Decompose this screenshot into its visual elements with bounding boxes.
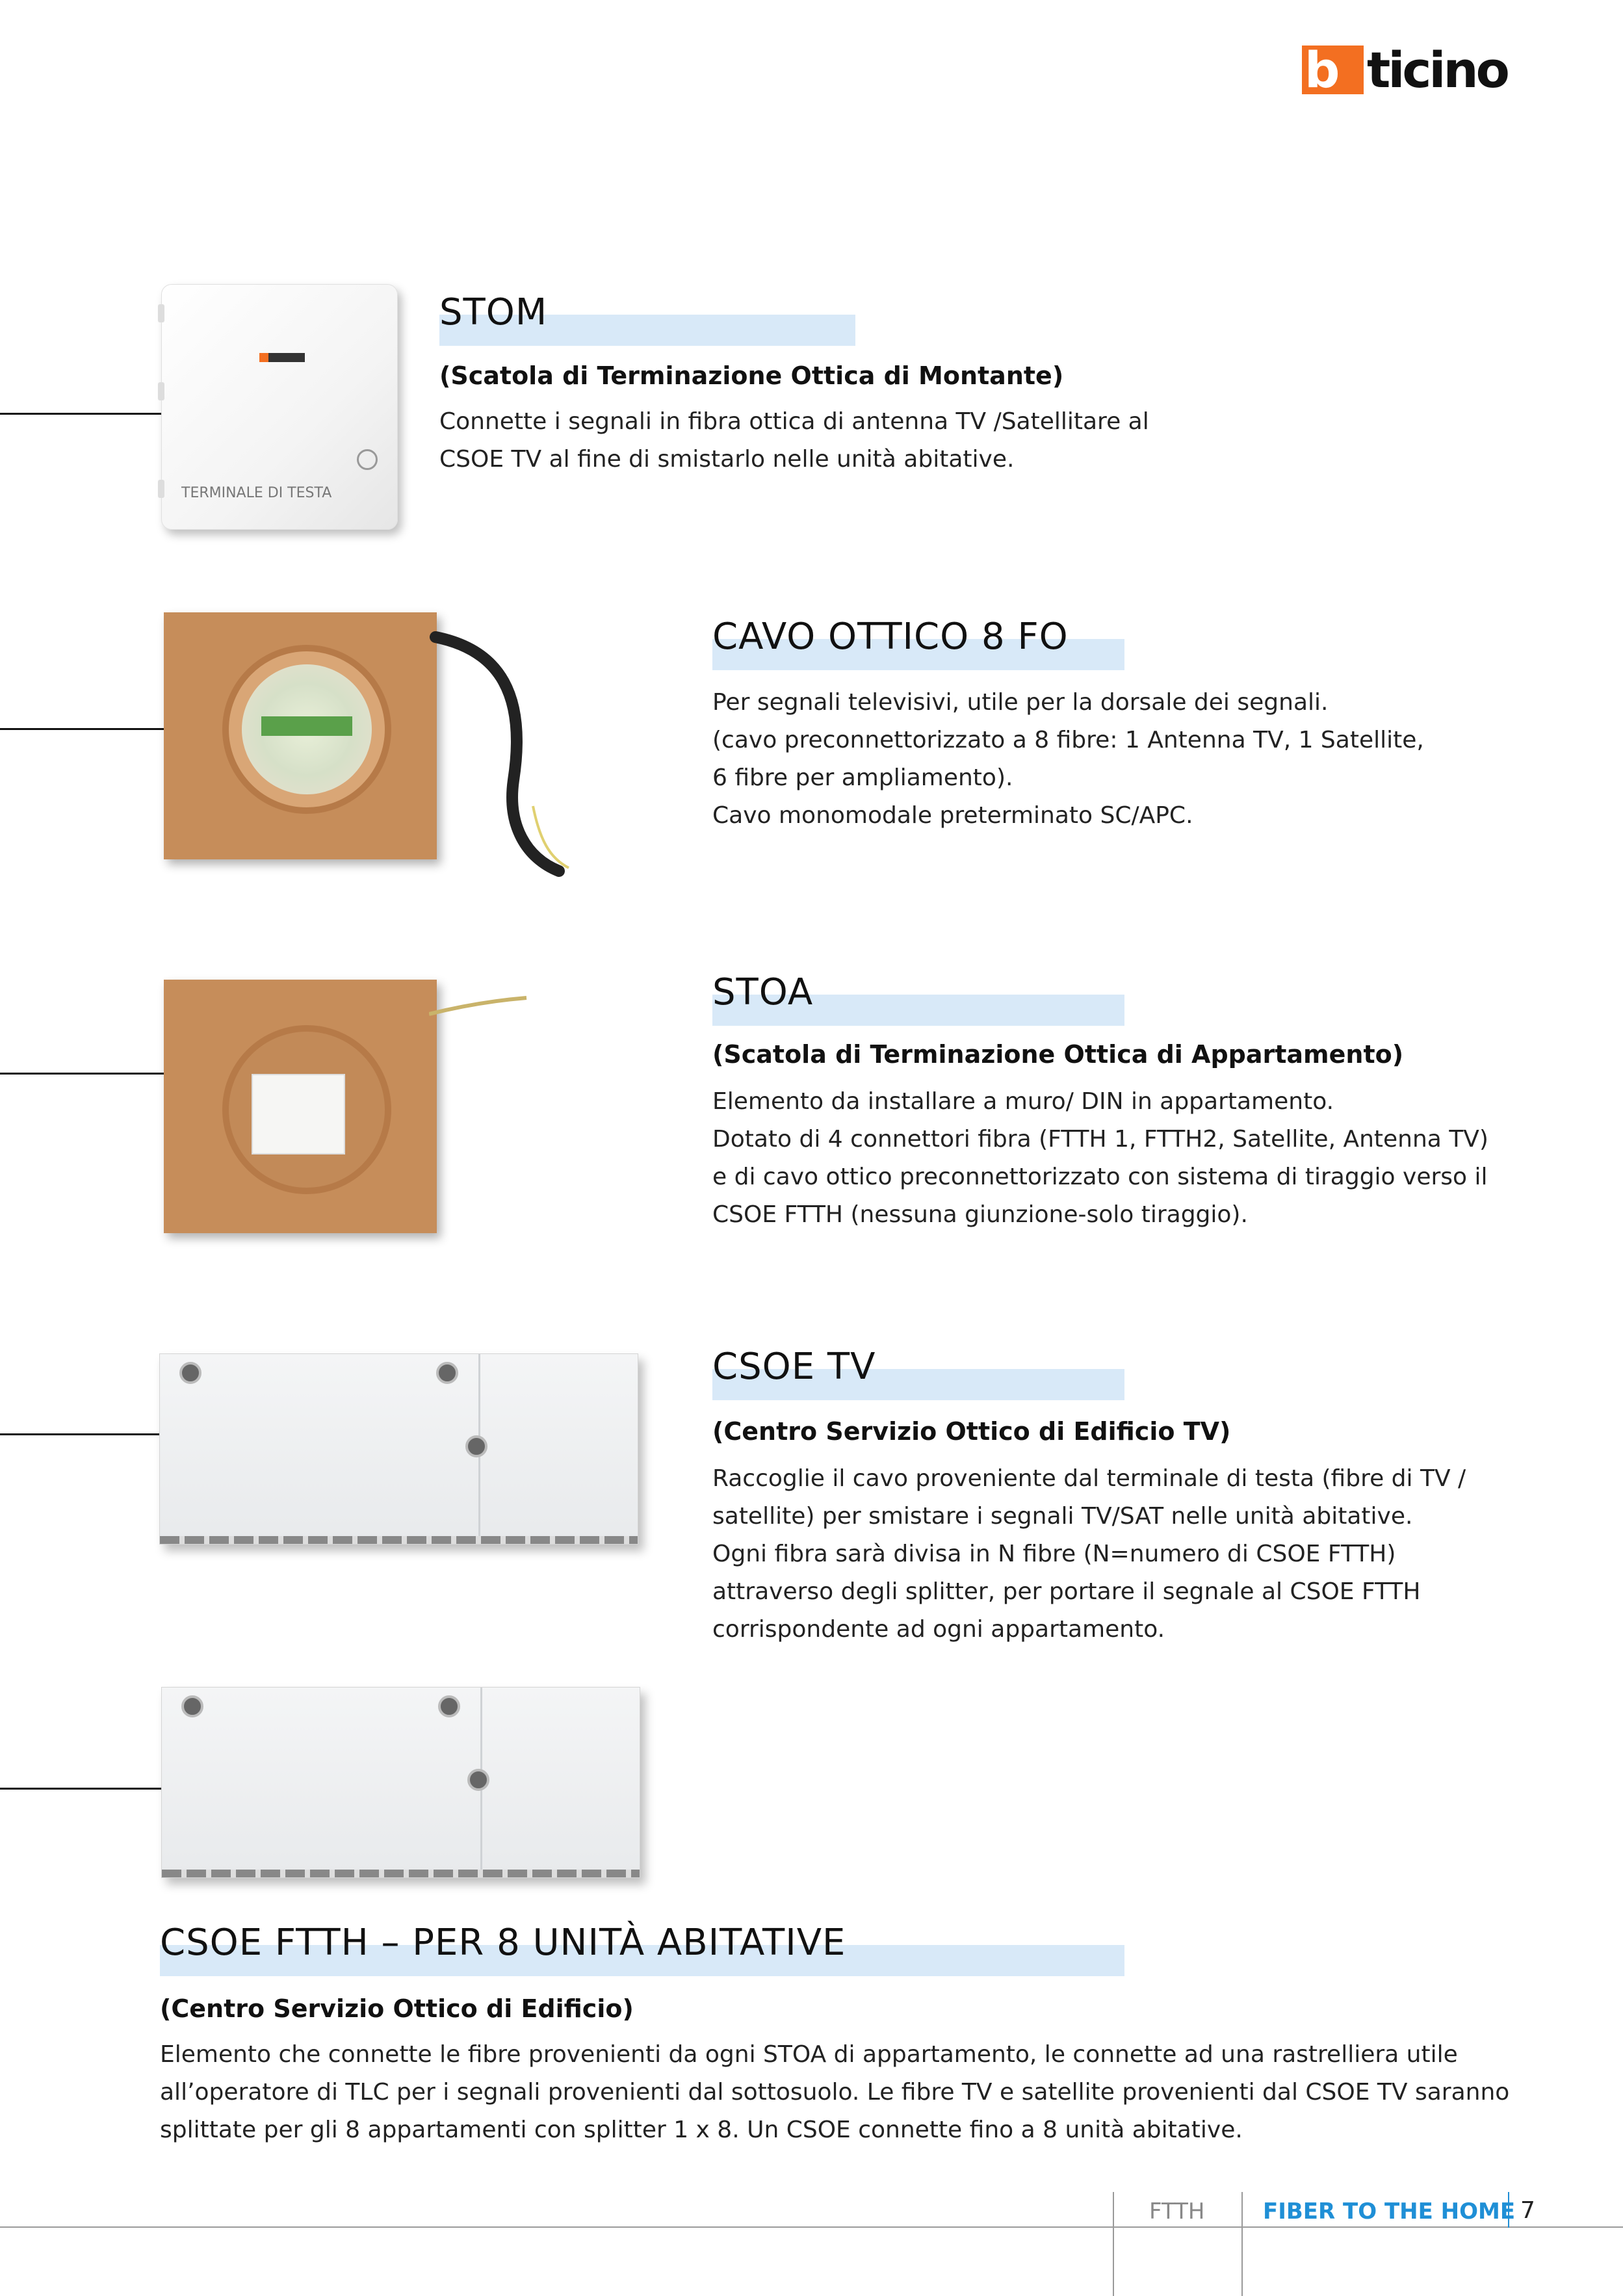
subtitle-stoa: (Scatola di Terminazione Ottica di Appartamento)	[712, 1040, 1404, 1069]
leader-line-stom	[0, 413, 168, 415]
text-line: CSOE FTTH (nessuna giunzione-solo tiraggio).	[712, 1201, 1248, 1228]
description-cavo	[712, 684, 1424, 835]
text-line: attraverso degli splitter, per portare il segnale al CSOE FTTH	[712, 1578, 1421, 1605]
text-line: Connette i segnali in fibra ottica di antenna TV /Satellitare al	[439, 408, 1149, 435]
text-line: Ogni fibra sarà divisa in N fibre (N=numero di CSOE FTTH)	[712, 1541, 1396, 1567]
text-line: all’operatore di TLC per i segnali provenienti dal sottosuolo. Le fibre TV e satellite provenienti dal CSOE TV saranno	[160, 2079, 1510, 2106]
csoe-ftth-product-image	[161, 1687, 640, 1878]
cavo-ottico-product-image	[164, 612, 437, 859]
stoa-product-image	[164, 980, 437, 1233]
stom-lock-icon	[357, 449, 378, 470]
footer-divider	[1113, 2192, 1114, 2296]
text-line: CSOE TV al fine di smistarlo nelle unità abitative.	[439, 446, 1015, 473]
page-number: 7	[1520, 2197, 1535, 2224]
stom-product-image	[161, 284, 398, 530]
text-line: Raccoglie il cavo proveniente dal terminale di testa (fibre di TV /	[712, 1465, 1466, 1492]
description-stom	[439, 403, 1149, 478]
description-stoa	[712, 1083, 1488, 1234]
text-line: Cavo monomodale preterminato SC/APC.	[712, 802, 1193, 829]
text-line: splittate per gli 8 appartamenti con splitter 1 x 8. Un CSOE connette fino a 8 unità abitative.	[160, 2117, 1243, 2143]
leader-line-cavo	[0, 728, 164, 730]
text-line: Per segnali televisivi, utile per la dorsale dei segnali.	[712, 689, 1329, 716]
stom-mini-logo	[259, 353, 305, 362]
footer-divider	[1241, 2192, 1243, 2296]
text-line: Elemento che connette le fibre provenienti da ogni STOA di appartamento, le connette ad una rastrelliera utile	[160, 2041, 1458, 2068]
leader-line-stoa	[0, 1073, 164, 1075]
heading-csoe-ftth: CSOE FTTH – PER 8 UNITÀ ABITATIVE	[160, 1922, 846, 1964]
csoe-tv-product-image	[159, 1353, 638, 1545]
stom-image-label: TERMINALE DI TESTA	[181, 485, 332, 501]
text-line: 6 fibre per ampliamento).	[712, 764, 1013, 791]
description-csoe-tv	[712, 1460, 1466, 1649]
description-csoe-ftth	[160, 2036, 1509, 2149]
bticino-logo	[1302, 41, 1510, 99]
subtitle-stom: (Scatola di Terminazione Ottica di Montante)	[439, 361, 1064, 390]
heading-stoa: STOA	[712, 971, 814, 1013]
text-line: corrispondente ad ogni appartamento.	[712, 1616, 1165, 1643]
text-line: Dotato di 4 connettori fibra (FTTH 1, FTTH2, Satellite, Antenna TV)	[712, 1126, 1488, 1153]
cavo-ottico-cable	[429, 611, 578, 884]
stoa-cable	[429, 982, 533, 1021]
subtitle-csoe-ftth: (Centro Servizio Ottico di Edificio)	[160, 1994, 634, 2023]
leader-line-csoe-ftth	[0, 1788, 161, 1790]
text-line: (cavo preconnettorizzato a 8 fibre: 1 Antenna TV, 1 Satellite,	[712, 727, 1424, 753]
subtitle-csoe-tv: (Centro Servizio Ottico di Edificio TV)	[712, 1417, 1231, 1446]
leader-line-csoe-tv	[0, 1433, 159, 1435]
heading-csoe-tv: CSOE TV	[712, 1346, 876, 1388]
text-line: Elemento da installare a muro/ DIN in appartamento.	[712, 1088, 1334, 1115]
heading-stom: STOM	[439, 291, 548, 333]
text-line: satellite) per smistare i segnali TV/SAT nelle unità abitative.	[712, 1503, 1413, 1530]
text-line: e di cavo ottico preconnettorizzato con sistema di tiraggio verso il	[712, 1164, 1488, 1190]
footer-rule	[0, 2226, 1623, 2228]
logo-b-letter: b	[1305, 41, 1338, 99]
footer-title: FIBER TO THE HOME	[1263, 2198, 1516, 2224]
footer-section-label: FTTH	[1149, 2198, 1205, 2224]
logo-wordmark: ticino	[1367, 41, 1507, 99]
heading-cavo: CAVO OTTICO 8 FO	[712, 616, 1069, 658]
